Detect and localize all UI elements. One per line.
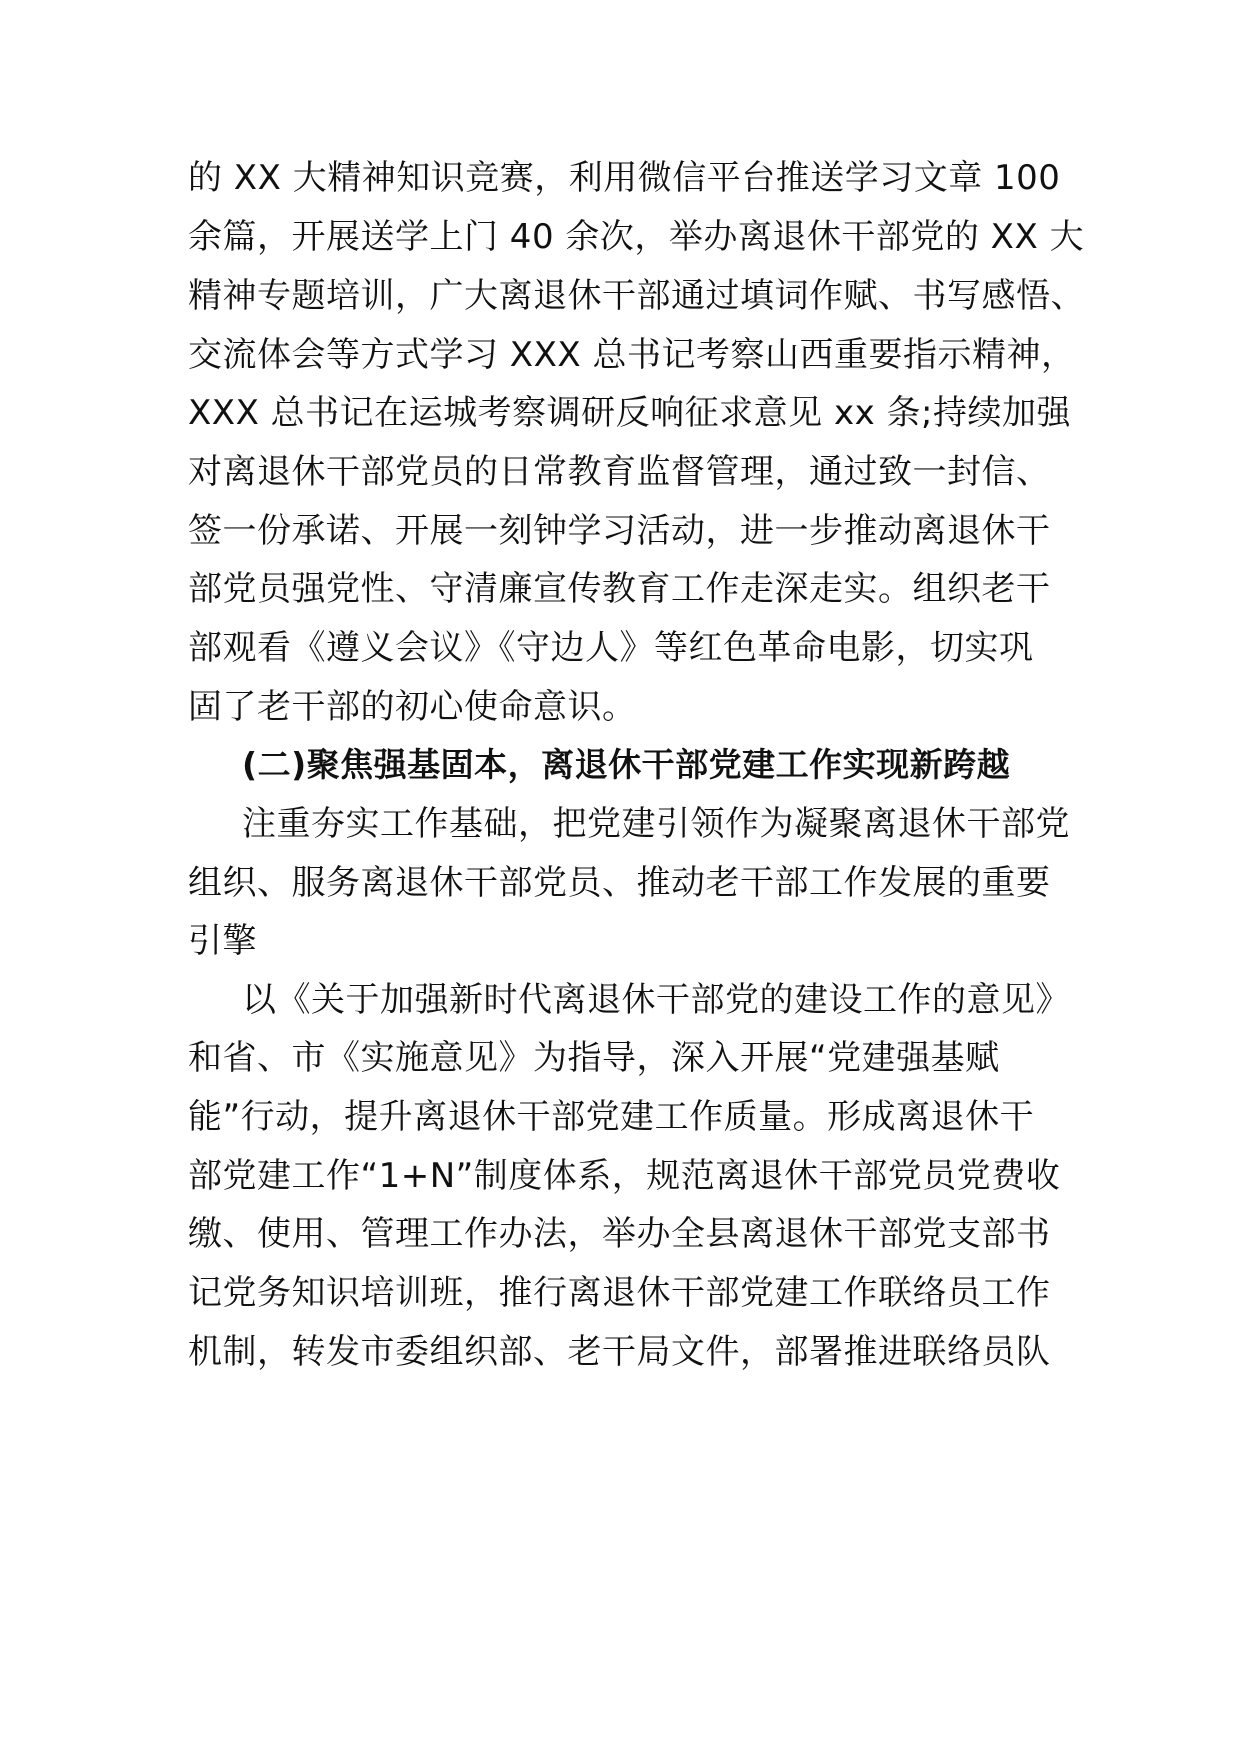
- paragraph-line: 注重夯实工作基础，把党建引领作为凝聚离退休干部党: [242, 804, 1070, 844]
- paragraph-line: 引擎: [188, 921, 257, 961]
- paragraph-line: 部党员强党性、守清廉宣传教育工作走深走实。组织老干: [188, 569, 1051, 609]
- paragraph-line: 能”行动，提升离退休干部党建工作质量。形成离退休干: [188, 1097, 1035, 1137]
- section-heading: (二)聚焦强基固本，离退休干部党建工作实现新跨越: [242, 745, 1011, 784]
- paragraph-line: 记党务知识培训班，推行离退休干部党建工作联络员工作: [188, 1273, 1051, 1313]
- paragraph-line: 缴、使用、管理工作办法，举办全县离退休干部党支部书: [188, 1214, 1051, 1254]
- paragraph-line: 固了老干部的初心使命意识。: [188, 687, 637, 727]
- paragraph-line: 部党建工作“1+N”制度体系，规范离退休干部党员党费收: [188, 1156, 1061, 1196]
- paragraph-line: 机制，转发市委组织部、老干局文件，部署推进联络员队: [188, 1332, 1051, 1372]
- paragraph-line: XXX 总书记在运城考察调研反响征求意见 xx 条;持续加强: [188, 393, 1071, 433]
- paragraph-line: 以《关于加强新时代离退休干部党的建设工作的意见》: [242, 980, 1070, 1020]
- paragraph-line: 签一份承诺、开展一刻钟学习活动，进一步推动离退休干: [188, 511, 1051, 551]
- paragraph-line: 交流体会等方式学习 XXX 总书记考察山西重要指示精神，: [188, 335, 1076, 375]
- paragraph-line: 的 XX 大精神知识竞赛，利用微信平台推送学习文章 100: [188, 158, 1061, 198]
- paragraph-line: 部观看《遵义会议》《守边人》等红色革命电影，切实巩: [188, 628, 1034, 668]
- paragraph-line: 组织、服务离退休干部党员、推动老干部工作发展的重要: [188, 863, 1051, 903]
- paragraph-line: 对离退休干部党员的日常教育监督管理，通过致一封信、: [188, 452, 1051, 492]
- paragraph-line: 和省、市《实施意见》为指导，深入开展“党建强基赋: [188, 1038, 1000, 1078]
- paragraph-line: 精神专题培训，广大离退休干部通过填词作赋、书写感悟、: [188, 276, 1085, 316]
- paragraph-line: 余篇，开展送学上门 40 余次，举办离退休干部党的 XX 大: [188, 217, 1085, 257]
